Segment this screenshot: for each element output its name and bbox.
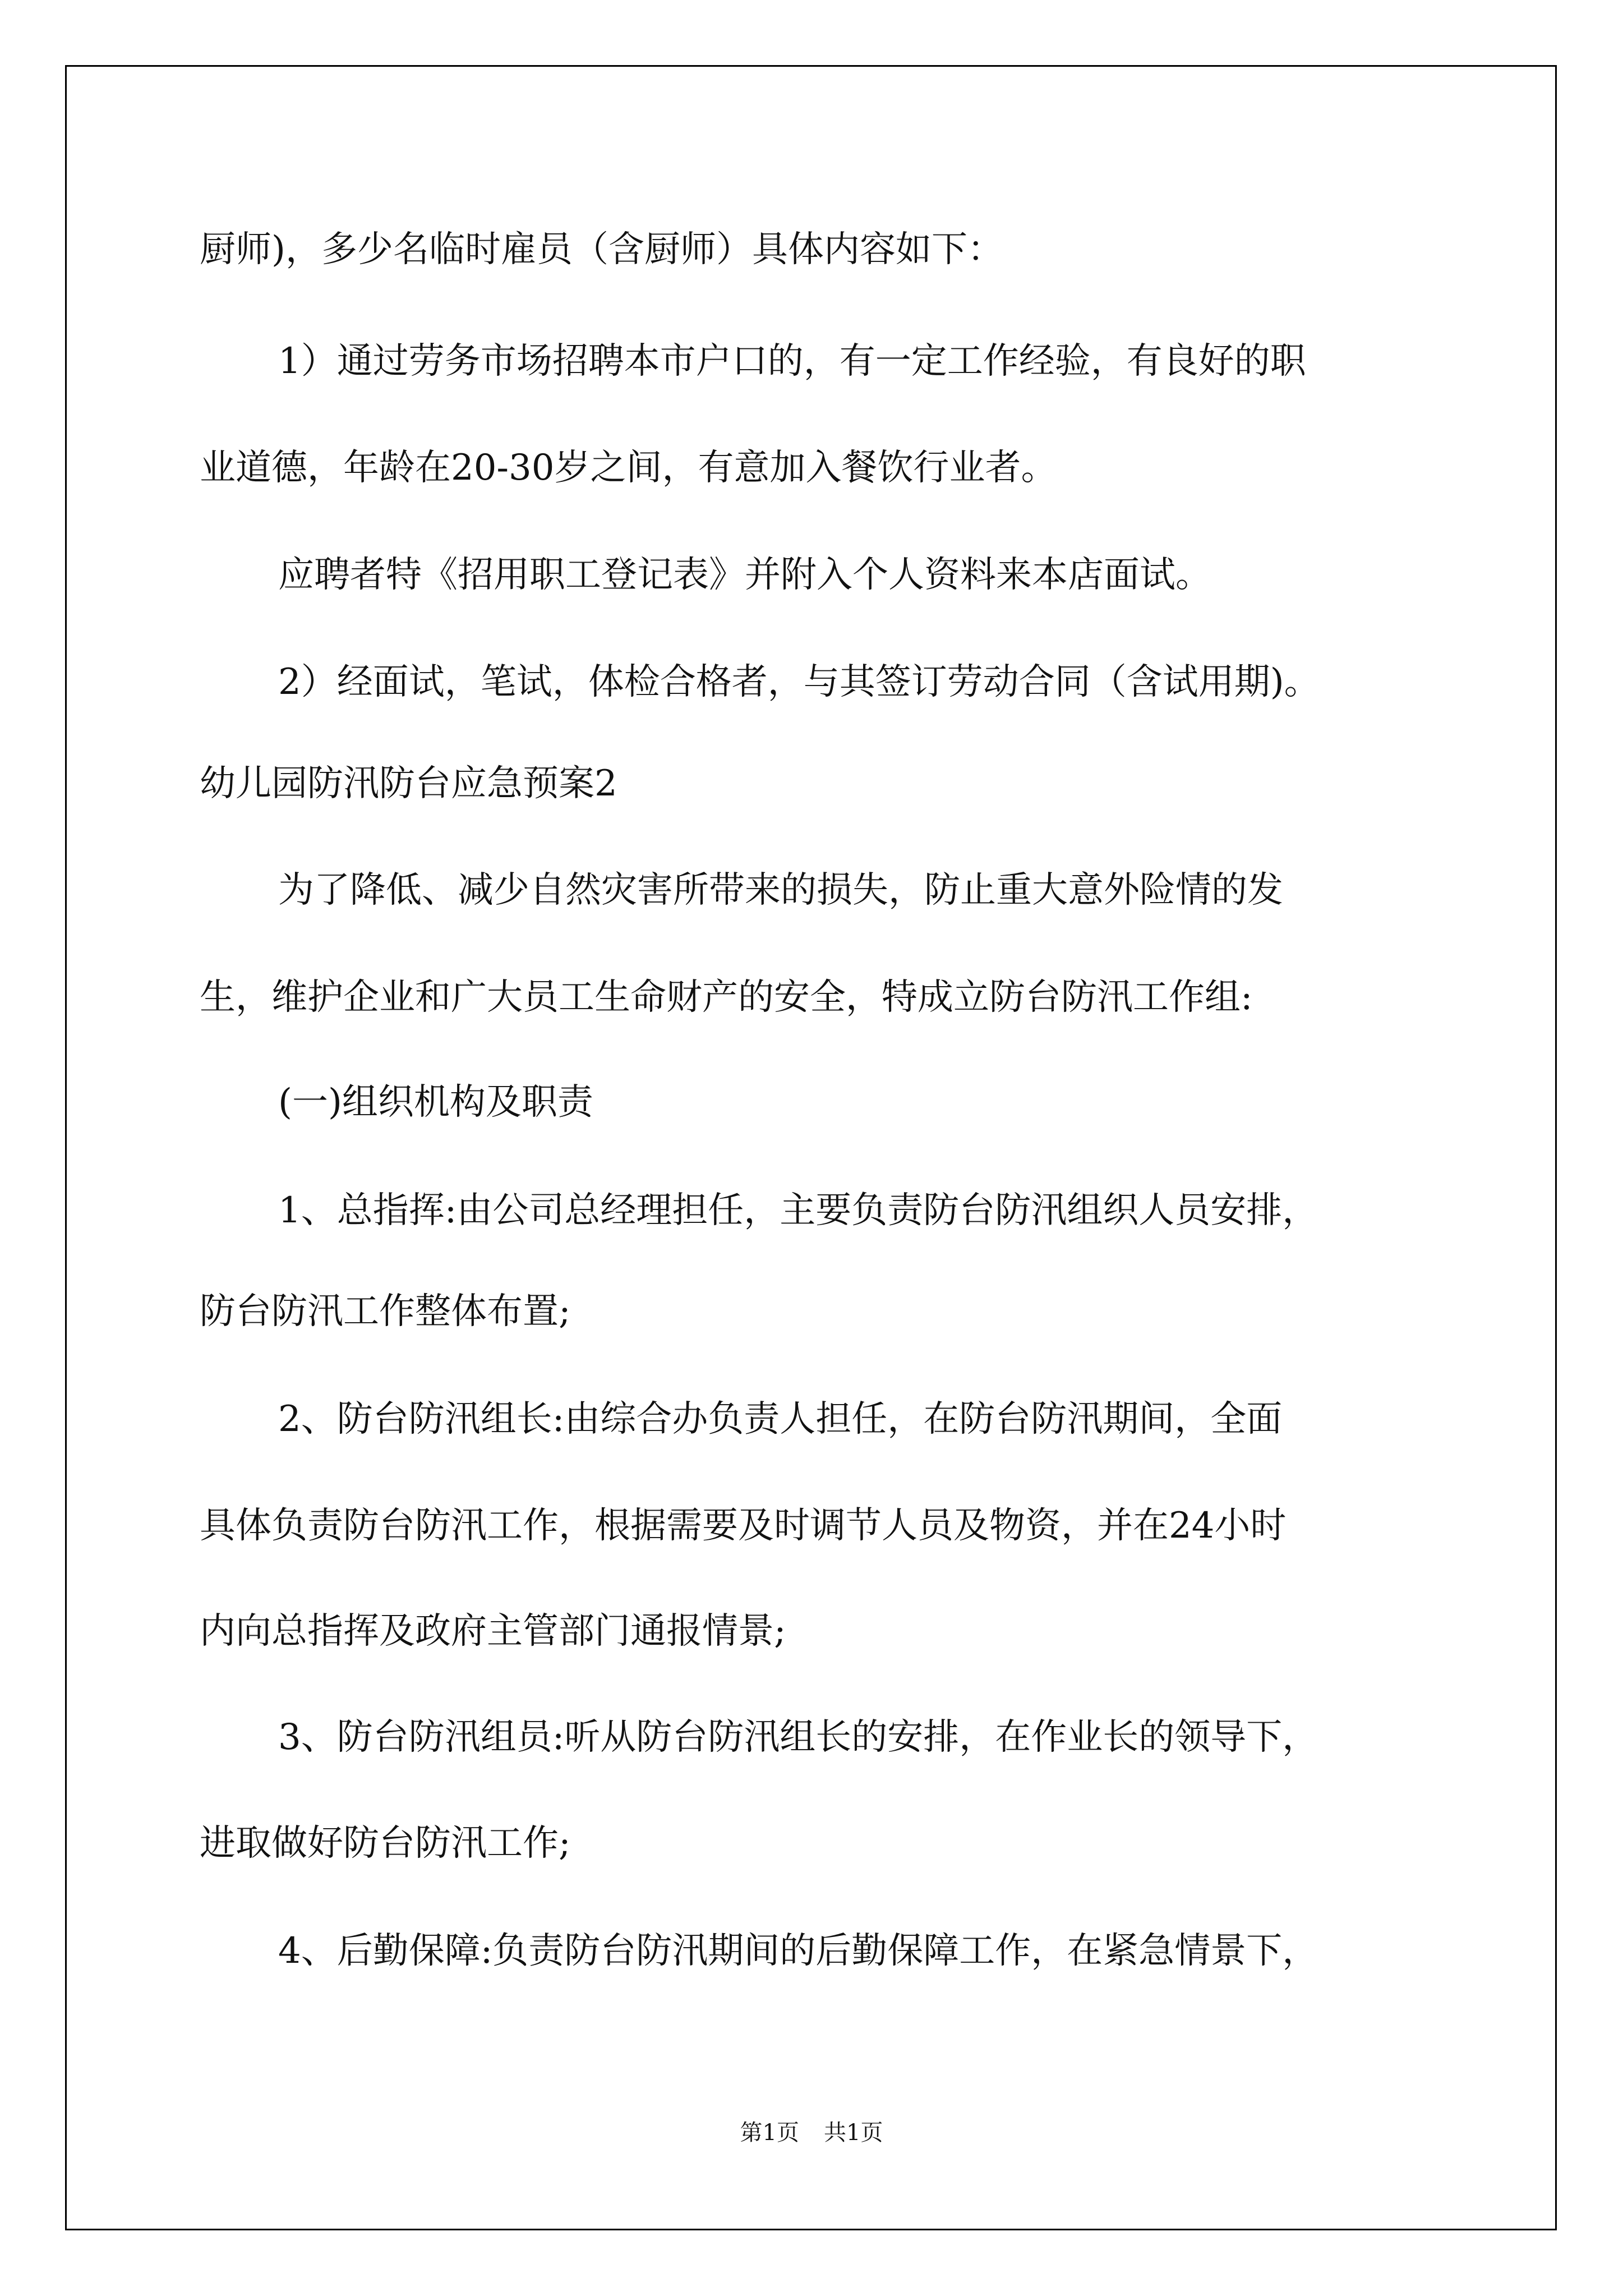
page-footer xyxy=(0,2119,1623,2146)
page-border xyxy=(65,65,1557,2230)
line-12: 2、防台防汛组长:由综合办负责人担任，在防台防汛期间，全面 xyxy=(278,1398,1283,1440)
line-17: 4、后勤保障:负责防台防汛期间的后勤保障工作，在紧急情景下， xyxy=(278,1930,1318,1972)
line-4: 应聘者特《招用职工登记表》并附入个人资料来本店面试。 xyxy=(278,554,1211,596)
line-15: 3、防台防汛组员:听从防台防汛组长的安排，在作业长的领导下， xyxy=(278,1717,1318,1758)
page-total: 共1页 xyxy=(824,2120,883,2146)
line-3: 业道德，年龄在20-30岁之间，有意加入餐饮行业者。 xyxy=(200,447,1057,489)
line-13: 具体负责防台防汛工作，根据需要及时调节人员及物资，并在24小时 xyxy=(200,1505,1287,1547)
line-8: 生，维护企业和广大员工生命财产的安全，特成立防台防汛工作组: xyxy=(200,977,1253,1018)
line-6: 幼儿园防汛防台应急预案2 xyxy=(200,763,617,804)
line-10: 1、总指挥:由公司总经理担任，主要负责防台防汛组织人员安排， xyxy=(278,1190,1318,1231)
line-14: 内向总指挥及政府主管部门通报情景; xyxy=(200,1611,786,1652)
line-5: 2）经面试，笔试，体检合格者，与其签订劳动合同（含试用期)。 xyxy=(278,661,1320,703)
line-9: (一)组织机构及职责 xyxy=(278,1082,593,1123)
line-16: 进取做好防台防汛工作; xyxy=(200,1823,571,1864)
line-2: 1）通过劳务市场招聘本市户口的，有一定工作经验，有良好的职 xyxy=(278,341,1306,382)
page-number: 第1页 xyxy=(740,2120,799,2146)
line-11: 防台防汛工作整体布置; xyxy=(200,1291,571,1332)
line-7: 为了降低、减少自然灾害所带来的损失，防止重大意外险情的发 xyxy=(278,869,1283,911)
line-1: 厨师)，多少名临时雇员（含厨师）具体内容如下： xyxy=(200,229,1003,270)
